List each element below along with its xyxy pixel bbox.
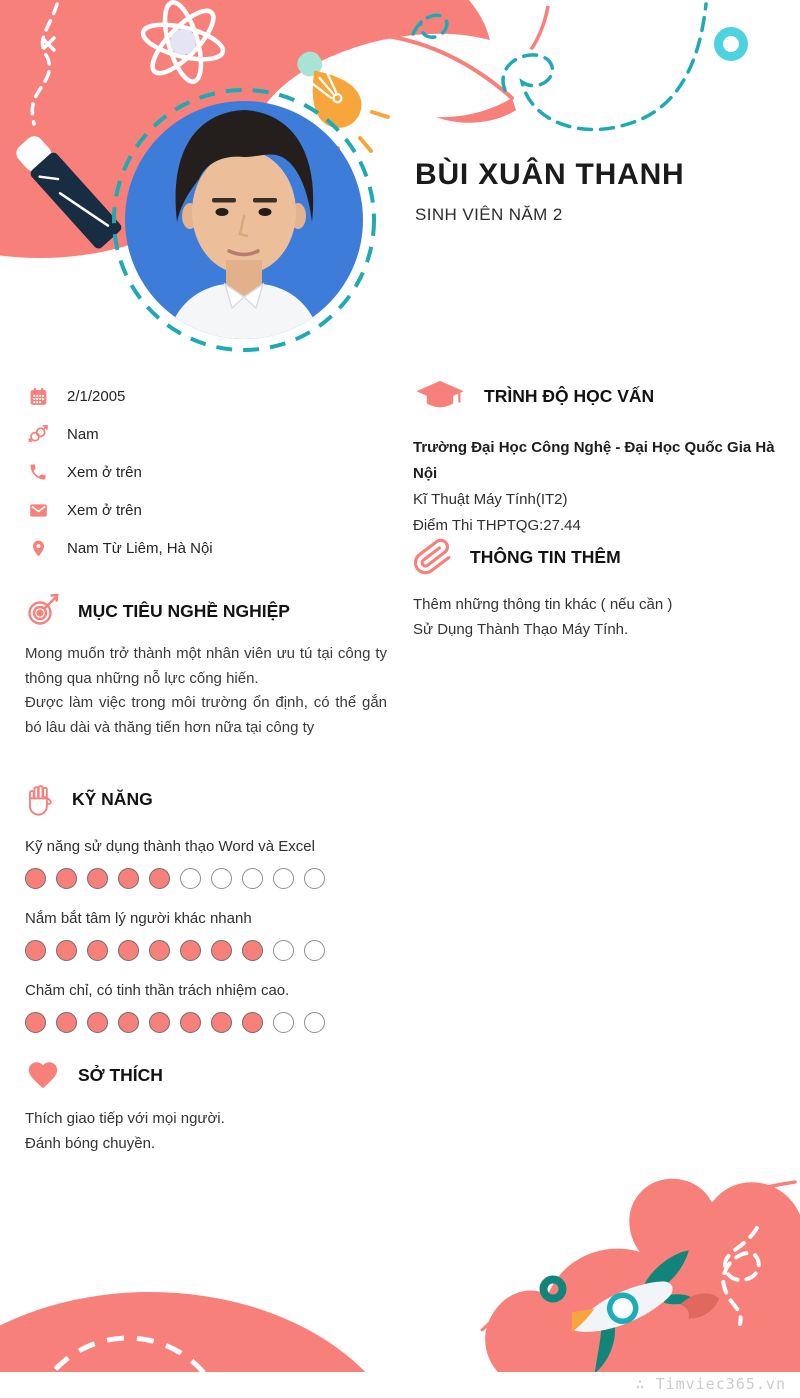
additional-item: Thêm những thông tin khác ( nếu cần ): [413, 596, 673, 613]
skill-label: Nắm bắt tâm lý người khác nhanh: [25, 910, 252, 927]
skill-rating: [25, 940, 387, 961]
bottom-right-blob: [482, 1179, 800, 1372]
additional-title: THÔNG TIN THÊM: [470, 546, 621, 567]
rating-dot-empty: [211, 868, 232, 889]
rating-dot-empty: [242, 868, 263, 889]
calendar-icon: [27, 386, 49, 407]
rating-dot-empty: [304, 868, 325, 889]
email-icon: [27, 500, 49, 521]
heart-icon: [25, 1058, 61, 1092]
rating-dot-empty: [273, 940, 294, 961]
profile-photo: [106, 82, 382, 358]
rating-dot-empty: [304, 1012, 325, 1033]
section-objective: [25, 593, 387, 740]
objective-text-1: Mong muốn trở thành một nhân viên ưu tú tại công ty thông qua những nỗ lực cống hiến.: [25, 645, 387, 687]
skill-rating: [25, 1012, 387, 1033]
email-value: Xem ở trên: [67, 501, 142, 519]
section-additional: [413, 537, 793, 642]
phone-value: Xem ở trên: [67, 463, 142, 481]
rating-dot-filled: [180, 940, 201, 961]
phone-icon: [27, 462, 49, 482]
education-school: Trường Đại Học Công Nghệ - Đại Học Quốc Gia Hà Nội: [413, 439, 775, 482]
contact-row-gender: [27, 415, 213, 453]
rating-dot-filled: [118, 868, 139, 889]
skill-rating: [25, 868, 387, 889]
hand-icon: [25, 781, 55, 817]
rating-dot-filled: [56, 940, 77, 961]
portrait-illustration: [106, 82, 382, 358]
subtitle: SINH VIÊN NĂM 2: [415, 205, 563, 224]
rating-dot-filled: [87, 940, 108, 961]
hobby-item: Đánh bóng chuyền.: [25, 1135, 156, 1152]
rating-dot-filled: [25, 1012, 46, 1033]
education-major: Kĩ Thuật Máy Tính(IT2): [413, 491, 568, 508]
cyan-donut-icon: [719, 32, 744, 57]
rating-dot-filled: [211, 1012, 232, 1033]
objective-title: MỤC TIÊU NGHỀ NGHIỆP: [78, 600, 290, 621]
additional-item: Sử Dụng Thành Thạo Máy Tính.: [413, 621, 629, 638]
education-score: Điểm Thi THPTQG:27.44: [413, 517, 581, 534]
skill-label: Chăm chỉ, có tinh thần trách nhiệm cao.: [25, 982, 290, 999]
gender-value: Nam: [67, 425, 99, 443]
rating-dot-filled: [149, 1012, 170, 1033]
section-hobbies: [25, 1058, 387, 1156]
rating-dot-filled: [180, 1012, 201, 1033]
address-value: Nam Từ Liêm, Hà Nội: [67, 539, 213, 557]
gender-icon: [27, 424, 49, 445]
location-icon: [27, 539, 49, 558]
education-title: TRÌNH ĐỘ HỌC VẤN: [484, 385, 655, 406]
target-icon: [25, 593, 61, 629]
contact-row-address: [27, 529, 213, 567]
contact-list: [27, 377, 213, 567]
rating-dot-filled: [87, 1012, 108, 1033]
birthday-value: 2/1/2005: [67, 387, 126, 405]
rating-dot-filled: [118, 1012, 139, 1033]
rating-dot-filled: [25, 868, 46, 889]
contact-row-email: [27, 491, 213, 529]
paperclip-icon: [413, 537, 453, 577]
rating-dot-filled: [25, 940, 46, 961]
rating-dot-filled: [56, 868, 77, 889]
skill-label: Kỹ năng sử dụng thành thạo Word và Excel: [25, 838, 315, 855]
rating-dot-empty: [180, 868, 201, 889]
section-skills: [25, 781, 387, 1033]
rating-dot-filled: [87, 868, 108, 889]
rating-dot-filled: [242, 940, 263, 961]
rating-dot-empty: [304, 940, 325, 961]
rating-dot-filled: [211, 940, 232, 961]
rating-dot-filled: [149, 868, 170, 889]
rating-dot-filled: [149, 940, 170, 961]
rating-dot-filled: [118, 940, 139, 961]
watermark: ∴ Timviec365.vn: [635, 1375, 786, 1393]
contact-row-birthday: [27, 377, 213, 415]
rating-dot-filled: [56, 1012, 77, 1033]
rating-dot-empty: [273, 1012, 294, 1033]
page-title: BÙI XUÂN THANH: [415, 158, 685, 191]
contact-row-phone: [27, 453, 213, 491]
rating-dot-filled: [242, 1012, 263, 1033]
graduation-cap-icon: [413, 379, 467, 413]
footer-bar: [0, 1372, 800, 1398]
objective-text-2: Được làm việc trong môi trường ổn định, có thể gắn bó lâu dài và thăng tiến hơn nữa tại công ty: [25, 694, 387, 736]
hobby-item: Thích giao tiếp với mọi người.: [25, 1110, 225, 1127]
rating-dot-empty: [273, 868, 294, 889]
section-education: [413, 379, 793, 539]
skills-title: KỸ NĂNG: [72, 788, 153, 809]
hobbies-title: SỞ THÍCH: [78, 1064, 163, 1085]
